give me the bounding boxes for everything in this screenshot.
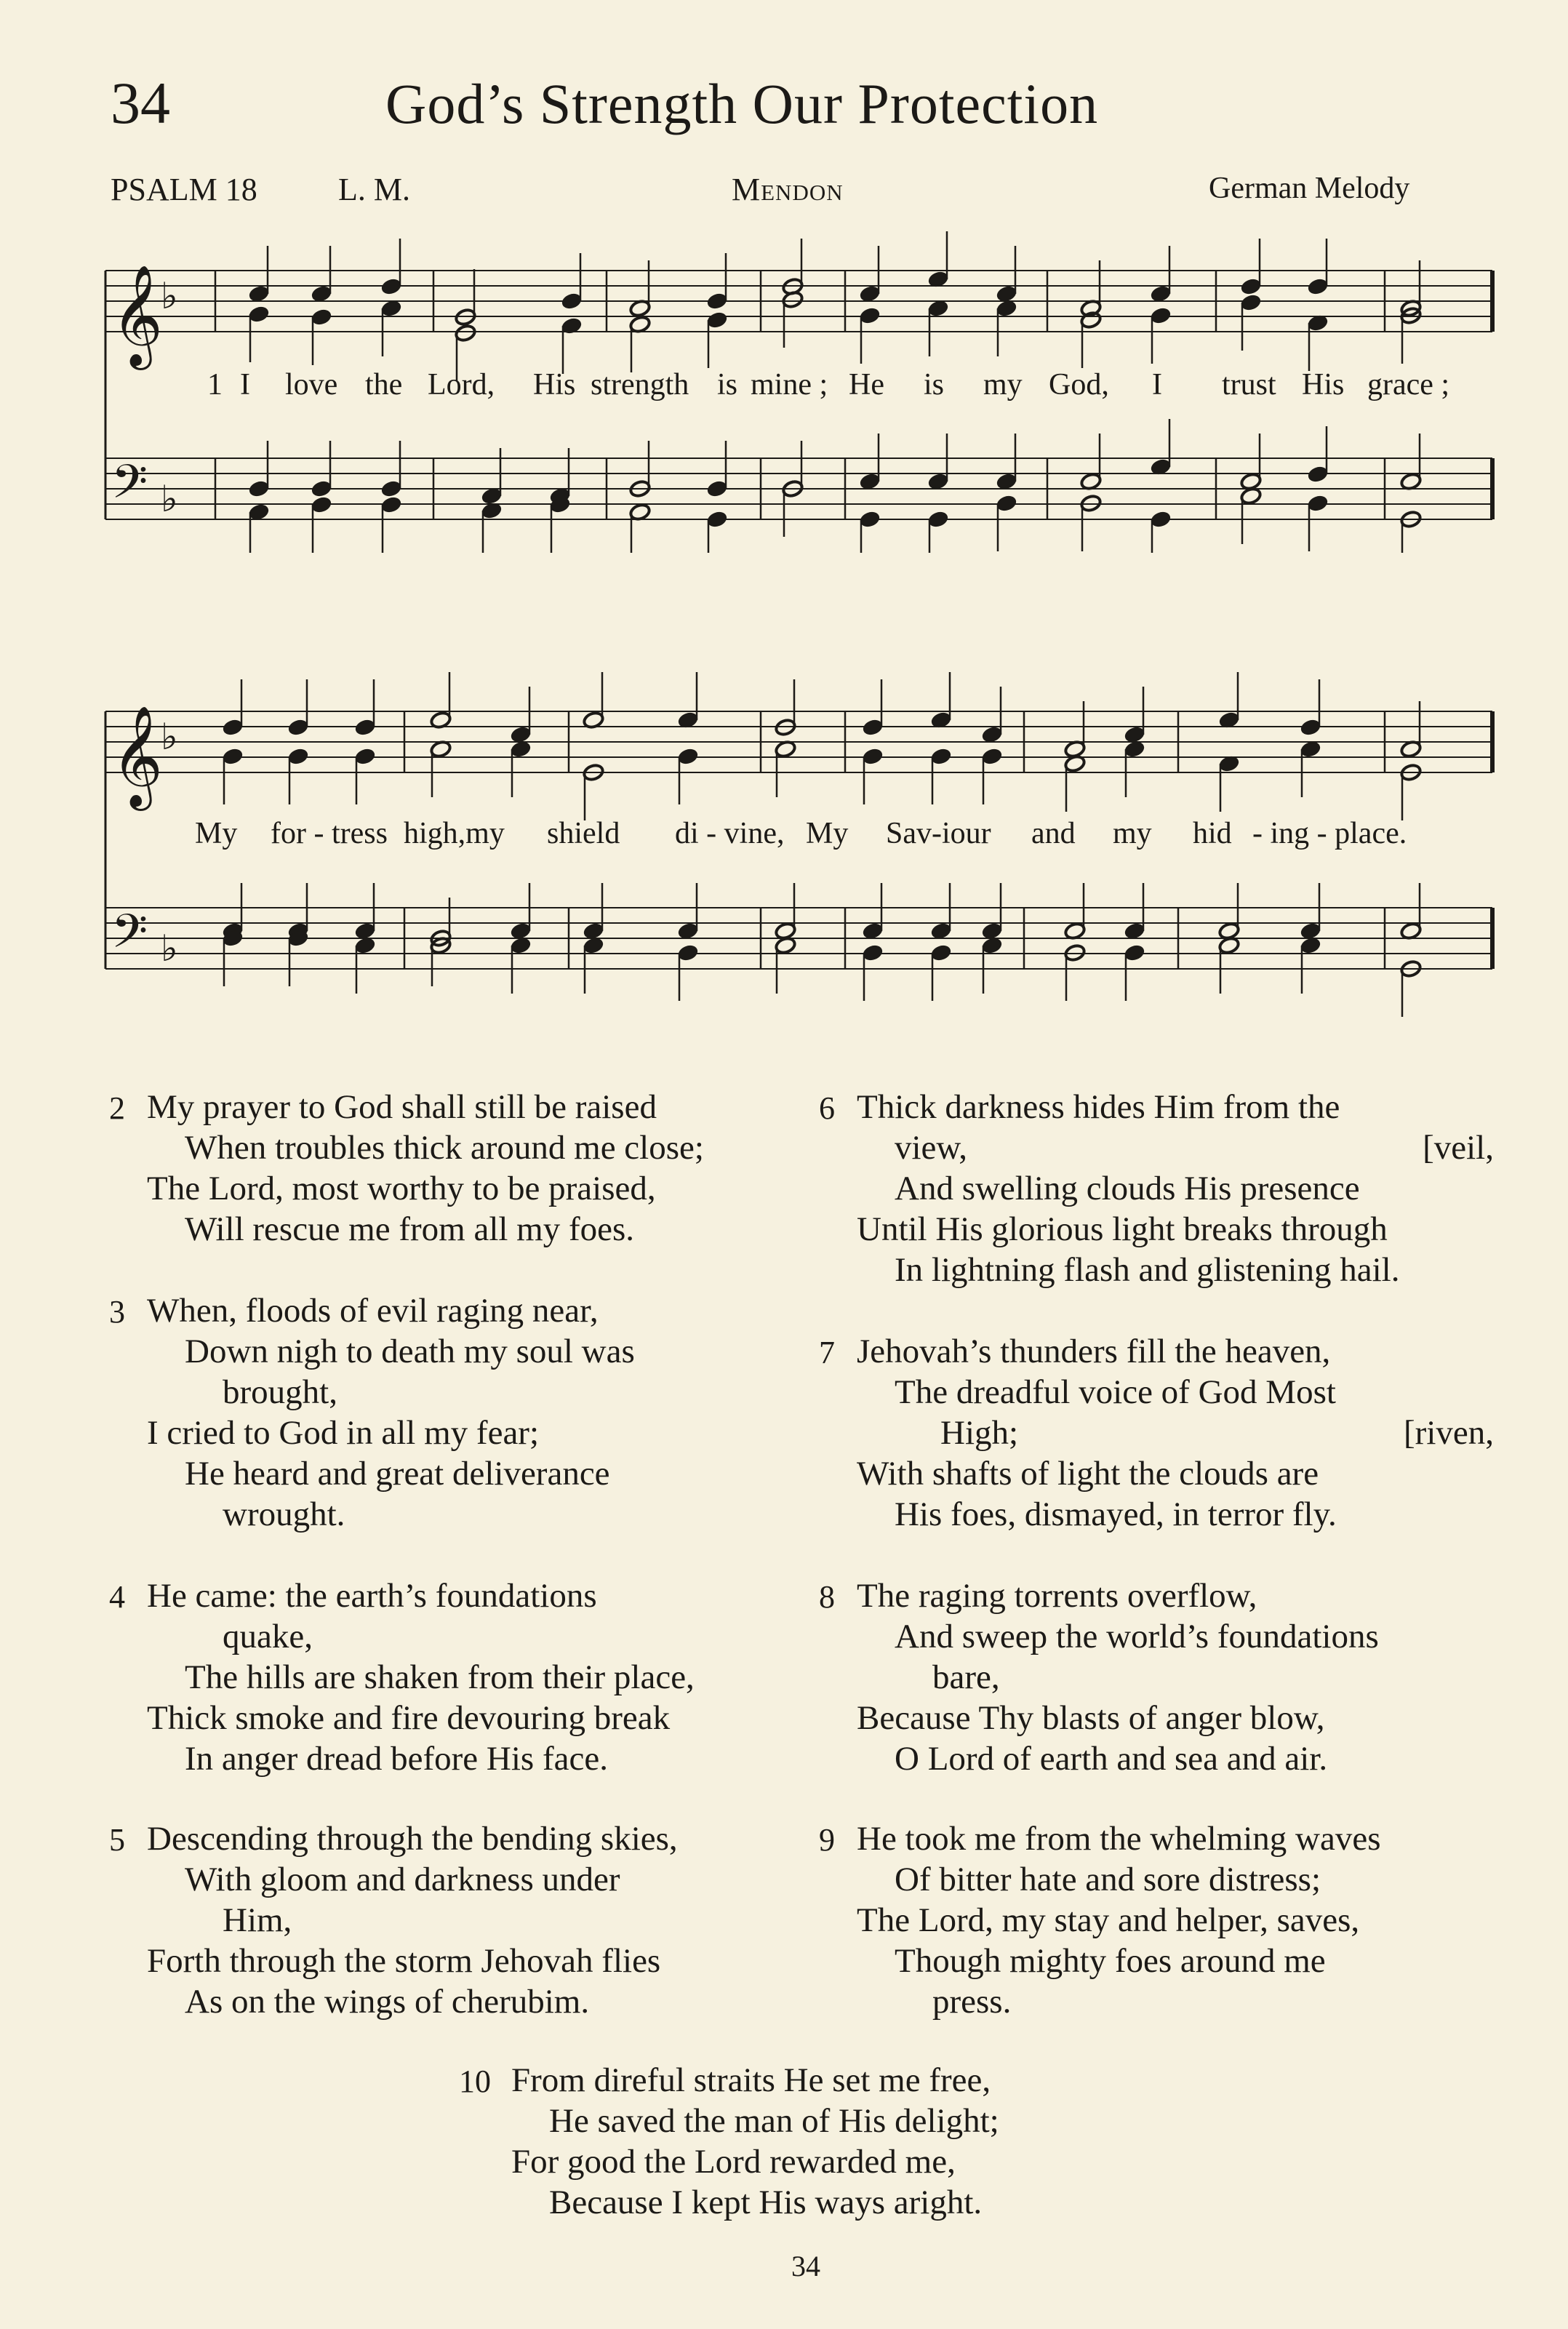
alto-note bbox=[981, 747, 1004, 766]
tenor-note bbox=[380, 479, 403, 498]
stanza-line: With shafts of light the clouds are bbox=[857, 1455, 1319, 1493]
lyric-syllable: His bbox=[533, 368, 576, 402]
stanza-number: 9 bbox=[819, 1822, 835, 1858]
soprano-note bbox=[706, 292, 729, 311]
stanza-line bbox=[895, 1127, 1494, 1168]
stanza-line: The dreadful voice of God Most bbox=[895, 1373, 1336, 1411]
lyric-syllable: my bbox=[983, 368, 1023, 402]
hymn-number: 34 bbox=[111, 70, 170, 136]
bass-note bbox=[930, 943, 953, 962]
bass-note bbox=[1150, 510, 1172, 529]
alto-note bbox=[930, 747, 953, 766]
alto-note bbox=[1240, 293, 1263, 312]
page-number: 34 bbox=[791, 2250, 820, 2282]
lyric-syllable: My bbox=[806, 817, 849, 850]
stanza-line: wrought. bbox=[223, 1495, 345, 1533]
stanza-line-turnover: [veil, bbox=[1423, 1129, 1494, 1167]
tenor-note bbox=[1307, 465, 1329, 484]
stanza-line: brought, bbox=[223, 1373, 337, 1411]
stanza-line-turnover: [riven, bbox=[1404, 1414, 1494, 1452]
alto-note bbox=[859, 306, 881, 325]
tenor-note bbox=[311, 479, 333, 498]
soprano-note bbox=[287, 718, 310, 737]
lyric-syllable: His bbox=[1302, 368, 1345, 402]
stanza-line: bare, bbox=[932, 1658, 1000, 1696]
stanza-line: His foes, dismayed, in terror fly. bbox=[895, 1495, 1337, 1533]
lyric-syllable: for - tress bbox=[271, 817, 388, 850]
bass-note bbox=[311, 495, 333, 514]
lyric-syllable: strength bbox=[591, 368, 689, 402]
stanza-line: The Lord, most worthy to be praised, bbox=[147, 1170, 656, 1207]
stanza-line: He saved the man of His delight; bbox=[549, 2102, 999, 2140]
lyric-syllable: He bbox=[849, 368, 884, 402]
lyric-verse-1-number: 1 bbox=[207, 368, 223, 402]
stanza-4 bbox=[109, 1575, 784, 1779]
lyric-syllable: hid bbox=[1193, 817, 1232, 850]
psalm-reference: PSALM 18 bbox=[111, 172, 257, 207]
lyric-syllable: high,my bbox=[404, 817, 505, 850]
lyric-syllable: Sav-iour bbox=[886, 817, 991, 850]
soprano-note bbox=[354, 718, 377, 737]
alto-note bbox=[706, 311, 729, 329]
tune-source: German Melody bbox=[1209, 172, 1410, 205]
bass-clef-icon: 𝄢 bbox=[111, 455, 148, 521]
bass-note bbox=[677, 943, 700, 962]
stanza-line: For good the Lord rewarded me, bbox=[511, 2143, 956, 2181]
stanza-number: 5 bbox=[109, 1822, 125, 1858]
lyric-syllable: is bbox=[717, 368, 738, 402]
bass-note bbox=[1124, 943, 1146, 962]
lyric-syllable: trust bbox=[1222, 368, 1276, 402]
alto-note bbox=[222, 747, 244, 766]
stanza-5 bbox=[109, 1818, 784, 2022]
lyric-syllable: grace ; bbox=[1367, 368, 1450, 402]
stanza-line: I cried to God in all my fear; bbox=[147, 1414, 540, 1452]
alto-note bbox=[248, 305, 271, 324]
stanza-line: In anger dread before His face. bbox=[185, 1740, 608, 1778]
stanza-line: O Lord of earth and sea and air. bbox=[895, 1740, 1328, 1778]
lyric-syllable: love bbox=[285, 368, 338, 402]
lyric-syllable: and bbox=[1031, 817, 1076, 850]
stanza-line: And sweep the world’s foundations bbox=[895, 1618, 1379, 1655]
stanza-line: And swelling clouds His presence bbox=[895, 1170, 1360, 1207]
stanza-line: From direful straits He set me free, bbox=[511, 2061, 991, 2099]
stanza-line-part: view, bbox=[895, 1129, 968, 1167]
lyric-syllable: My bbox=[195, 817, 238, 850]
tenor-note bbox=[248, 479, 271, 498]
stanza-number: 2 bbox=[109, 1090, 125, 1126]
stanza-line: With gloom and darkness under bbox=[185, 1861, 620, 1898]
stanza-number: 3 bbox=[109, 1294, 125, 1330]
soprano-note bbox=[862, 718, 884, 737]
meter-label: L. M. bbox=[338, 172, 410, 207]
stanza-number: 7 bbox=[819, 1335, 835, 1370]
soprano-note bbox=[561, 292, 583, 311]
stanza-line: The Lord, my stay and helper, saves, bbox=[857, 1901, 1360, 1939]
flat-icon: ♭ bbox=[161, 716, 178, 758]
stanza-line: The hills are shaken from their place, bbox=[185, 1658, 695, 1696]
stanza-10 bbox=[459, 2060, 1166, 2223]
soprano-note bbox=[1240, 277, 1263, 296]
stanza-line: Him, bbox=[223, 1901, 292, 1939]
stanza-line: Forth through the storm Jehovah flies bbox=[147, 1942, 661, 1980]
stanza-9 bbox=[819, 1818, 1494, 2022]
stanza-line: Will rescue me from all my foes. bbox=[185, 1210, 635, 1248]
stanza-line: press. bbox=[932, 1983, 1012, 2021]
flat-icon: ♭ bbox=[161, 927, 178, 970]
alto-note bbox=[455, 324, 477, 343]
stanza-number: 10 bbox=[459, 2064, 491, 2099]
stanza-3 bbox=[109, 1290, 784, 1535]
stanza-line bbox=[940, 1413, 1494, 1453]
alto-note bbox=[561, 316, 583, 335]
treble-clef-icon: 𝄞 bbox=[111, 265, 163, 366]
stanza-line: Descending through the bending skies, bbox=[147, 1820, 678, 1858]
stanza-line: Until His glorious light breaks through bbox=[857, 1210, 1388, 1248]
alto-note bbox=[677, 747, 700, 766]
bass-note bbox=[996, 494, 1018, 513]
stanza-7 bbox=[819, 1331, 1494, 1535]
lyric-syllable: God, bbox=[1049, 368, 1109, 402]
stanza-line: Though mighty foes around me bbox=[895, 1942, 1326, 1980]
stanza-line-part: High; bbox=[940, 1414, 1019, 1452]
bass-note bbox=[706, 510, 729, 529]
flat-icon: ♭ bbox=[161, 478, 178, 520]
stanza-line: He came: the earth’s foundations bbox=[147, 1577, 597, 1615]
stanza-line: Jehovah’s thunders fill the heaven, bbox=[857, 1333, 1331, 1370]
tenor-note bbox=[706, 479, 729, 498]
stanza-2 bbox=[109, 1087, 784, 1250]
stanza-line: My prayer to God shall still be raised bbox=[147, 1088, 657, 1126]
stanza-line: As on the wings of cherubim. bbox=[185, 1983, 590, 2021]
soprano-note bbox=[1300, 718, 1322, 737]
alto-note bbox=[862, 747, 884, 766]
lyric-syllable: mine ; bbox=[751, 368, 828, 402]
stanza-line: Of bitter hate and sore distress; bbox=[895, 1861, 1321, 1898]
tune-name: Mendon bbox=[732, 172, 844, 207]
bass-note bbox=[862, 943, 884, 962]
lyric-syllable: I bbox=[1152, 368, 1162, 402]
bass-clef-icon: 𝄢 bbox=[111, 905, 148, 970]
stanza-number: 4 bbox=[109, 1579, 125, 1615]
lyric-syllable: - ing - place. bbox=[1252, 817, 1407, 850]
stanza-line: quake, bbox=[223, 1618, 313, 1655]
lyric-syllable: is bbox=[924, 368, 945, 402]
lyric-syllable: the bbox=[365, 368, 403, 402]
lyric-syllable: Lord, bbox=[428, 368, 495, 402]
stanza-line: When, floods of evil raging near, bbox=[147, 1292, 599, 1330]
lyric-syllable: di - vine, bbox=[675, 817, 785, 850]
alto-note bbox=[287, 747, 310, 766]
bass-note bbox=[859, 510, 881, 529]
bass-note bbox=[1307, 494, 1329, 513]
alto-note bbox=[311, 308, 333, 327]
stanza-line: He heard and great deliverance bbox=[185, 1455, 610, 1493]
alto-note bbox=[354, 747, 377, 766]
stanza-number: 8 bbox=[819, 1579, 835, 1615]
flat-icon: ♭ bbox=[161, 275, 178, 317]
stanza-line: In lightning flash and glistening hail. bbox=[895, 1251, 1400, 1289]
soprano-note bbox=[222, 718, 244, 737]
soprano-note bbox=[380, 277, 403, 296]
stanza-8 bbox=[819, 1575, 1494, 1779]
lyric-syllable: shield bbox=[547, 817, 620, 850]
soprano-note bbox=[1307, 277, 1329, 296]
stanza-line: Because I kept His ways aright. bbox=[549, 2184, 983, 2221]
stanza-line: Because Thy blasts of anger blow, bbox=[857, 1699, 1325, 1737]
bass-note bbox=[927, 510, 950, 529]
treble-clef-icon: 𝄞 bbox=[111, 706, 163, 807]
lyric-syllable: my bbox=[1113, 817, 1152, 850]
stanza-line: Thick darkness hides Him from the bbox=[857, 1088, 1340, 1126]
hymn-title: God’s Strength Our Protection bbox=[385, 72, 1099, 135]
bass-note bbox=[380, 495, 403, 514]
stanza-line: When troubles thick around me close; bbox=[185, 1129, 704, 1167]
stanza-line: Thick smoke and fire devouring break bbox=[147, 1699, 671, 1737]
stanza-line: Down nigh to death my soul was bbox=[185, 1333, 635, 1370]
lyric-syllable: I bbox=[240, 368, 250, 402]
alto-note bbox=[1150, 306, 1172, 325]
stanza-line: The raging torrents overflow, bbox=[857, 1577, 1257, 1615]
stanza-number: 6 bbox=[819, 1090, 835, 1126]
stanza-line: He took me from the whelming waves bbox=[857, 1820, 1381, 1858]
stanza-6 bbox=[819, 1087, 1494, 1290]
